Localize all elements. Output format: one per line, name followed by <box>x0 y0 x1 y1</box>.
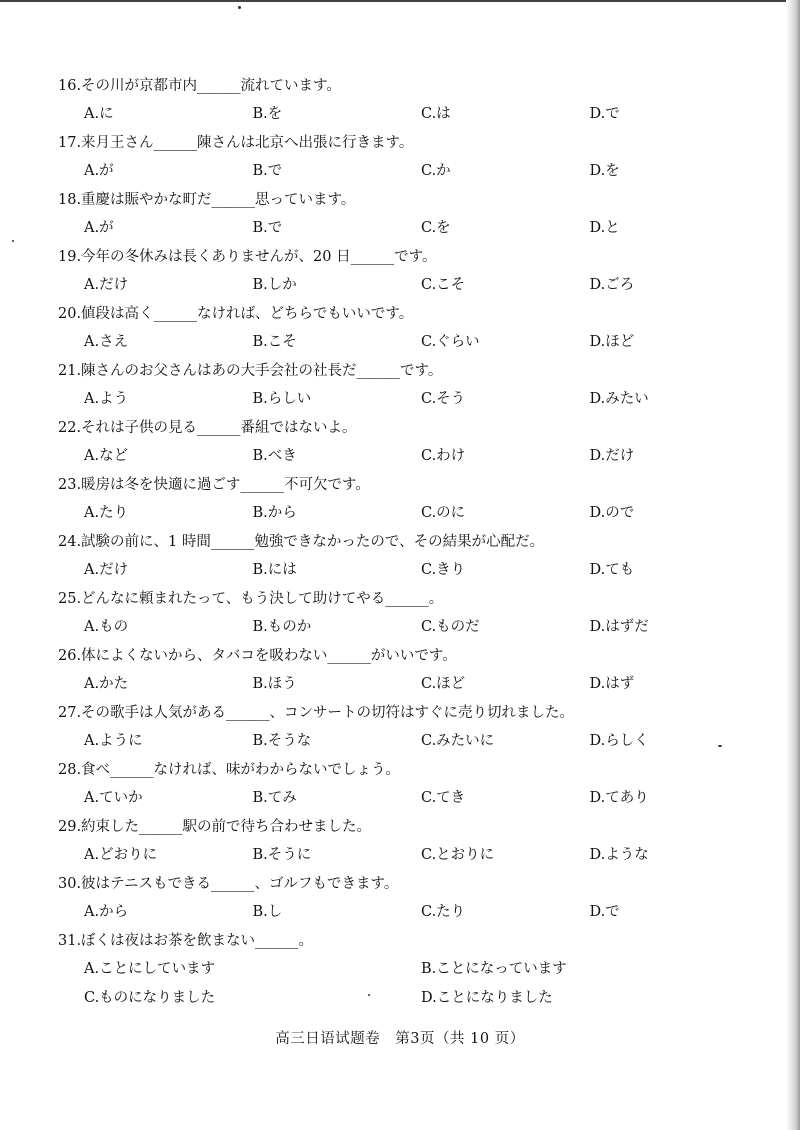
question-stem: 19.今年の冬休みは長くありませんが、20 日______です。 <box>58 249 437 265</box>
question-30 <box>58 870 758 927</box>
options-row <box>58 556 758 585</box>
option-b: B.こそ <box>252 334 297 350</box>
question-stem: 22.それは子供の見る______番組ではないよ。 <box>58 420 357 436</box>
option-d: D.はずだ <box>589 619 649 635</box>
options-row <box>58 841 758 870</box>
question-stem: 28.食べ______なければ、味がわからないでしょう。 <box>58 762 401 778</box>
option-c: C.てき <box>421 790 466 806</box>
option-a: A.どおりに <box>84 847 158 863</box>
option-d: D.だけ <box>589 448 635 464</box>
options-row <box>58 727 758 756</box>
option-b: B.し <box>252 904 283 920</box>
question-stem: 31.ぼくは夜はお茶を飲まない______。 <box>58 933 314 949</box>
question-stem: 20.値段は高く______なければ、どちらでもいいです。 <box>58 306 414 322</box>
scan-right-edge <box>786 0 800 1130</box>
options-row <box>58 984 758 1013</box>
option-c: C.たり <box>421 904 466 920</box>
option-b: B.には <box>252 562 297 578</box>
option-d: D.みたい <box>589 391 649 407</box>
option-d: D.で <box>589 106 620 122</box>
option-c: C.ものになりました <box>84 990 216 1006</box>
option-a: A.もの <box>84 619 129 635</box>
options-row <box>58 157 758 186</box>
question-19 <box>58 243 758 300</box>
option-c: C.を <box>421 220 451 236</box>
option-d: D.はず <box>589 676 635 692</box>
question-stem: 25.どんなに頼まれたって、もう決して助けてやる______。 <box>58 591 444 607</box>
option-d: D.で <box>589 904 620 920</box>
question-16 <box>58 72 758 129</box>
options-row <box>58 670 758 699</box>
question-24 <box>58 528 758 585</box>
options-row <box>58 499 758 528</box>
options-row <box>58 442 758 471</box>
option-b: B.そうに <box>252 847 312 863</box>
option-b: B.で <box>252 163 283 179</box>
option-c: C.ほど <box>421 676 466 692</box>
option-b: B.ほう <box>252 676 297 692</box>
option-b: B.そうな <box>252 733 312 749</box>
option-a: A.よう <box>84 391 129 407</box>
options-row <box>58 955 758 984</box>
option-c: C.のに <box>421 505 466 521</box>
question-28 <box>58 756 758 813</box>
scan-speck <box>12 240 14 242</box>
question-stem: 30.彼はテニスもできる______、ゴルフもできます。 <box>58 876 399 892</box>
option-c: C.ものだ <box>421 619 480 635</box>
option-d: D.ような <box>589 847 649 863</box>
option-b: B.ことになっています <box>421 961 567 977</box>
question-25 <box>58 585 758 642</box>
option-a: A.ように <box>84 733 143 749</box>
option-b: B.を <box>252 106 283 122</box>
question-stem: 29.約束した______駅の前で待ち合わせました。 <box>58 819 372 835</box>
option-c: C.ぐらい <box>421 334 480 350</box>
question-stem: 23.暖房は冬を快適に過ごす______不可欠です。 <box>58 477 370 493</box>
option-a: A.だけ <box>84 277 129 293</box>
option-c: C.は <box>421 106 451 122</box>
options-row <box>58 898 758 927</box>
question-stem: 17.来月王さん______陳さんは北京へ出張に行きます。 <box>58 135 414 151</box>
options-row <box>58 214 758 243</box>
option-c: C.みたいに <box>421 733 495 749</box>
option-a: A.だけ <box>84 562 129 578</box>
question-stem: 18.重慶は賑やかな町だ______思っています。 <box>58 192 356 208</box>
option-d: D.てあり <box>589 790 649 806</box>
options-row <box>58 328 758 357</box>
option-c: C.か <box>421 163 451 179</box>
question-29 <box>58 813 758 870</box>
options-row <box>58 613 758 642</box>
option-c: C.とおりに <box>421 847 495 863</box>
option-a: A.かた <box>84 676 129 692</box>
option-d: D.を <box>589 163 620 179</box>
option-b: B.から <box>252 505 297 521</box>
question-stem: 16.その川が京都市内______流れています。 <box>58 78 341 94</box>
option-a: A.が <box>84 163 114 179</box>
question-17 <box>58 129 758 186</box>
option-b: B.で <box>252 220 283 236</box>
option-b: B.てみ <box>252 790 297 806</box>
option-a: A.が <box>84 220 114 236</box>
question-stem: 27.その歌手は人気がある______、コンサートの切符はすぐに売り切れました。 <box>58 705 575 721</box>
question-list <box>58 72 758 1013</box>
option-a: A.たり <box>84 505 129 521</box>
option-c: C.わけ <box>421 448 466 464</box>
question-20 <box>58 300 758 357</box>
scan-speck <box>238 6 241 9</box>
question-23 <box>58 471 758 528</box>
option-a: A.ことにしています <box>84 961 216 977</box>
option-d: D.と <box>589 220 620 236</box>
option-b: B.らしい <box>252 391 312 407</box>
scan-speck <box>718 745 722 747</box>
scan-speck <box>368 994 370 996</box>
option-d: D.ほど <box>589 334 635 350</box>
option-a: A.さえ <box>84 334 129 350</box>
option-d: D.ので <box>589 505 635 521</box>
option-c: C.こそ <box>421 277 466 293</box>
question-18 <box>58 186 758 243</box>
question-31 <box>58 927 758 1013</box>
scan-top-edge <box>0 0 800 2</box>
options-row <box>58 271 758 300</box>
question-22 <box>58 414 758 471</box>
option-a: A.から <box>84 904 129 920</box>
option-a: A.ていか <box>84 790 143 806</box>
option-a: A.など <box>84 448 129 464</box>
option-d: D.ごろ <box>589 277 635 293</box>
question-27 <box>58 699 758 756</box>
options-row <box>58 784 758 813</box>
option-d: D.ことになりました <box>421 990 553 1006</box>
question-stem: 21.陳さんのお父さんはあの大手会社の社長だ______です。 <box>58 363 443 379</box>
option-d: D.らしく <box>589 733 649 749</box>
options-row <box>58 385 758 414</box>
question-stem: 24.試験の前に、1 時間______勉強できなかったので、その結果が心配だ。 <box>58 534 545 550</box>
option-c: C.そう <box>421 391 466 407</box>
option-c: C.きり <box>421 562 466 578</box>
option-a: A.に <box>84 106 114 122</box>
page-footer: 高三日语试题卷 第3页（共 10 页） <box>275 1031 525 1047</box>
options-row <box>58 100 758 129</box>
option-b: B.しか <box>252 277 297 293</box>
option-b: B.べき <box>252 448 297 464</box>
option-b: B.ものか <box>252 619 312 635</box>
option-d: D.ても <box>589 562 635 578</box>
question-21 <box>58 357 758 414</box>
question-26 <box>58 642 758 699</box>
question-stem: 26.体によくないから、タバコを吸わない______がいいです。 <box>58 648 457 664</box>
